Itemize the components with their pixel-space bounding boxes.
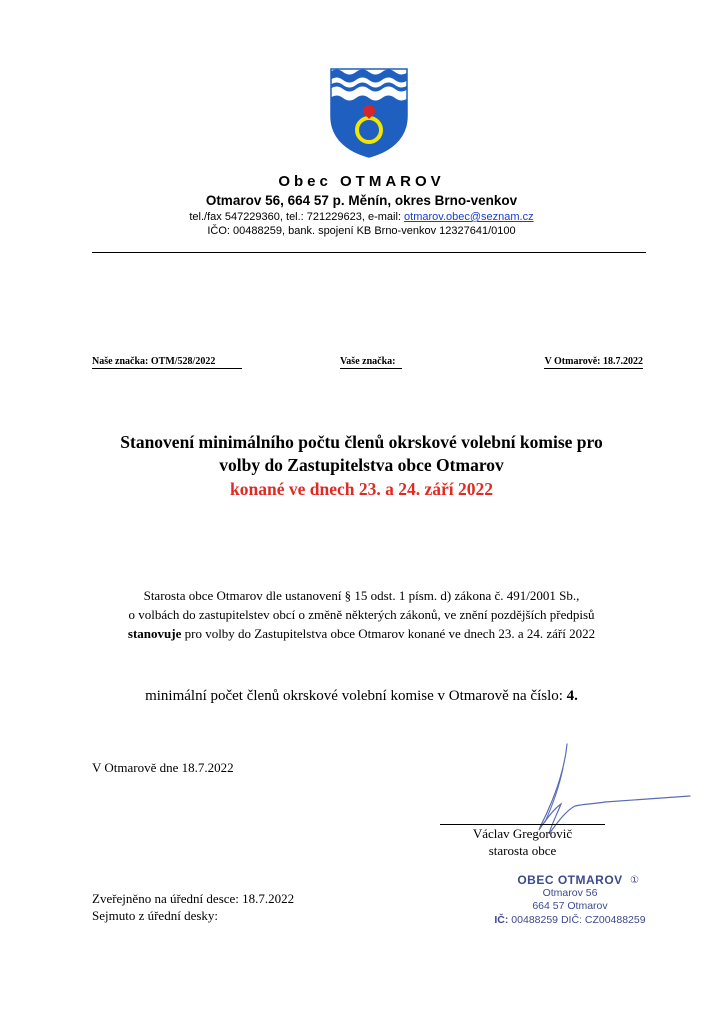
ids-bank-line: IČO: 00488259, bank. spojení KB Brno-venkov 12327641/0100 [207, 225, 516, 237]
signature-line [440, 824, 605, 825]
signer-name: Václav Gregorovič [472, 826, 573, 841]
contact-line [0, 211, 723, 223]
place-and-date: V Otmarově dne 18.7.2022 [92, 760, 234, 775]
decision-verb: stanovuje [127, 626, 182, 641]
stamp-dic: DIČ: CZ00488259 [558, 914, 646, 926]
body-line-3-rest: pro volby do Zastupitelstva obce Otmarov konané ve dnech 23. a 24. září 2022 [181, 626, 596, 641]
email-link[interactable]: otmarov.obec@seznam.cz [404, 211, 534, 223]
contact-phones: tel./fax 547229360, tel.: 721229623, e-mail: [189, 211, 405, 223]
document-title-line-3: konané ve dnech 23. a 24. září 2022 [230, 479, 493, 499]
reference-date: V Otmarově: 18.7.2022 [544, 356, 643, 367]
stamp-ico-label: IČ: [494, 914, 509, 926]
removed-date: Sejmuto z úřední desky: [92, 908, 219, 923]
document-title-line-2: volby do Zastupitelstva obce Otmarov [219, 455, 504, 475]
stamp-postal: 664 57 Otmarov [532, 900, 608, 912]
stamp-mark-icon: ① [630, 875, 639, 886]
header-divider [92, 252, 646, 253]
coat-of-arms-icon [330, 68, 408, 158]
stamp-address: Otmarov 56 [542, 887, 598, 899]
minimum-text: minimální počet členů okrskové volební komise v Otmarově na číslo: [145, 688, 567, 704]
body-line-2: o volbách do zastupitelstev obcí o změně některých zákonů, ve znění pozdějších předpisů [128, 607, 595, 622]
signer-role: starosta obce [488, 843, 557, 858]
stamp-title: OBEC OTMAROV [517, 873, 623, 887]
your-reference: Vaše značka: [340, 356, 402, 369]
municipality-address: Otmarov 56, 664 57 p. Měnín, okres Brno-venkov [205, 193, 518, 208]
document-title-line-1: Stanovení minimálního počtu členů okrskové volební komise pro [120, 432, 603, 452]
minimum-members-statement [60, 688, 663, 705]
stamp-ico: 00488259 [508, 914, 559, 926]
municipality-title: Obec OTMAROV [278, 173, 445, 190]
official-stamp [470, 873, 670, 927]
body-line-1: Starosta obce Otmarov dle ustanovení § 15 odst. 1 písm. d) zákona č. 491/2001 Sb., [143, 588, 580, 603]
stamp-ids [470, 913, 670, 927]
published-date: Zveřejněno na úřední desce: 18.7.2022 [92, 891, 295, 906]
minimum-value: 4. [566, 688, 578, 704]
our-reference: Naše značka: OTM/528/2022 [92, 356, 242, 369]
body-line-3 [60, 624, 663, 643]
